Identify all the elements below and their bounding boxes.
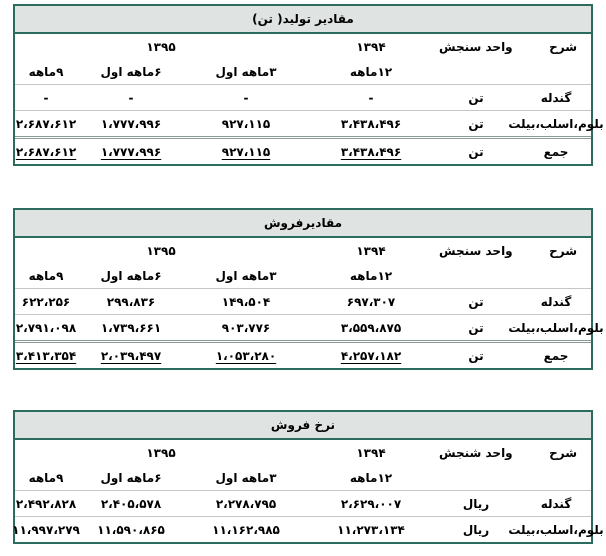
value-3-month: ۱۱،۱۶۲،۹۸۵ [212,522,280,537]
value-9-month: ۲،۴۹۲،۸۲۸ [15,496,77,511]
value-12-month: ۲،۶۲۹،۰۰۷ [340,496,402,511]
header-row [15,34,591,85]
value-3-month: ۹۲۷،۱۱۵ [221,144,271,159]
table-row [15,289,591,315]
table-row [15,111,604,139]
value-12-month: ۳،۵۵۹،۸۷۵ [340,320,402,335]
table-row [15,491,591,517]
header-sharh: شرح [549,39,577,54]
table-row [15,85,591,111]
value-6-month: ۲۹۹،۸۳۶ [106,294,156,309]
header-year-1395: ۱۳۹۵ [146,445,176,460]
header-row [15,440,591,491]
value-12-month: ۶۹۷،۳۰۷ [346,294,396,309]
value-9-month: ۶۲۲،۲۵۶ [21,294,71,309]
header-9-month: ۹ماهه [28,268,64,283]
value-6-month: ۱،۷۷۷،۹۹۶ [100,144,162,159]
row-unit: تن [468,320,484,335]
value-6-month: ۱،۷۳۹،۶۶۱ [100,320,162,335]
row-unit: تن [468,144,484,159]
value-3-month: ۹۰۳،۷۷۶ [221,320,271,335]
row-unit: تن [468,348,484,363]
header-unit: واحد سنجش [439,39,513,54]
header-6-month: ۶ماهه اول [100,268,162,283]
value-3-month: ۹۲۷،۱۱۵ [221,116,271,131]
value-6-month: ۱۱،۵۹۰،۸۶۵ [97,522,165,537]
value-3-month: ۱،۰۵۳،۲۸۰ [215,348,277,363]
row-unit: تن [468,116,484,131]
header-year-1394: ۱۳۹۴ [356,243,386,258]
value-6-month: - [128,90,134,105]
value-9-month: ۱۱،۹۹۷،۲۷۹ [12,522,80,537]
row-unit: تن [468,294,484,309]
row-label: بلوم،اسلب،بیلت [508,320,604,335]
value-12-month: - [368,90,374,105]
table-title: مقادیرفروش [15,210,591,238]
header-6-month: ۶ماهه اول [100,470,162,485]
header-12-month: ۱۲ماهه [349,470,393,485]
value-9-month: ۲،۷۹۱،۰۹۸ [15,320,77,335]
table-title: مقادیر تولید( تن) [15,6,591,34]
table-title: نرخ فروش [15,412,591,440]
value-6-month: ۱،۷۷۷،۹۹۶ [100,116,162,131]
row-label: بلوم،اسلب،بیلت [508,116,604,131]
row-label: جمع [543,144,569,159]
value-3-month: ۱۴۹،۵۰۴ [221,294,271,309]
row-label: گندله [540,294,572,309]
header-unit: واحد شنجش [439,445,513,460]
value-6-month: ۲،۴۰۵،۵۷۸ [100,496,162,511]
value-12-month: ۱۱،۲۷۳،۱۳۴ [337,522,405,537]
header-sharh: شرح [549,243,577,258]
value-6-month: ۲،۰۳۹،۴۹۷ [100,348,162,363]
value-9-month: ۲،۶۸۷،۶۱۲ [15,116,77,131]
value-3-month: - [243,90,249,105]
header-12-month: ۱۲ماهه [349,268,393,283]
value-3-month: ۲،۲۷۸،۷۹۵ [215,496,277,511]
header-year-1395: ۱۳۹۵ [146,39,176,54]
header-3-month: ۳ماهه اول [215,268,277,283]
value-12-month: ۳،۴۳۸،۴۹۶ [340,144,402,159]
header-9-month: ۹ماهه [28,470,64,485]
header-year-1394: ۱۳۹۴ [356,39,386,54]
header-sharh: شرح [549,445,577,460]
row-label: گندله [540,496,572,511]
value-9-month: - [43,90,49,105]
header-year-1395: ۱۳۹۵ [146,243,176,258]
total-row [15,343,591,368]
header-9-month: ۹ماهه [28,64,64,79]
header-row [15,238,591,289]
header-12-month: ۱۲ماهه [349,64,393,79]
row-label: گندله [540,90,572,105]
sales-rate-table [12,410,604,544]
total-row [15,139,591,164]
header-3-month: ۳ماهه اول [215,64,277,79]
value-9-month: ۲،۶۸۷،۶۱۲ [15,144,77,159]
sales-quantity-table [13,208,604,370]
header-unit: واحد سنجش [439,243,513,258]
header-6-month: ۶ماهه اول [100,64,162,79]
row-label: جمع [543,348,569,363]
value-12-month: ۴،۲۵۷،۱۸۲ [340,348,402,363]
value-12-month: ۳،۴۳۸،۴۹۶ [340,116,402,131]
production-table [13,4,604,166]
table-row [12,517,604,542]
row-label: بلوم،اسلب،بیلت [508,522,604,537]
row-unit: تن [468,90,484,105]
header-year-1394: ۱۳۹۴ [356,445,386,460]
header-3-month: ۳ماهه اول [215,470,277,485]
row-unit: ریال [462,522,490,537]
value-9-month: ۳،۴۱۳،۳۵۴ [15,348,77,363]
row-unit: ریال [462,496,490,511]
table-row [15,315,604,343]
